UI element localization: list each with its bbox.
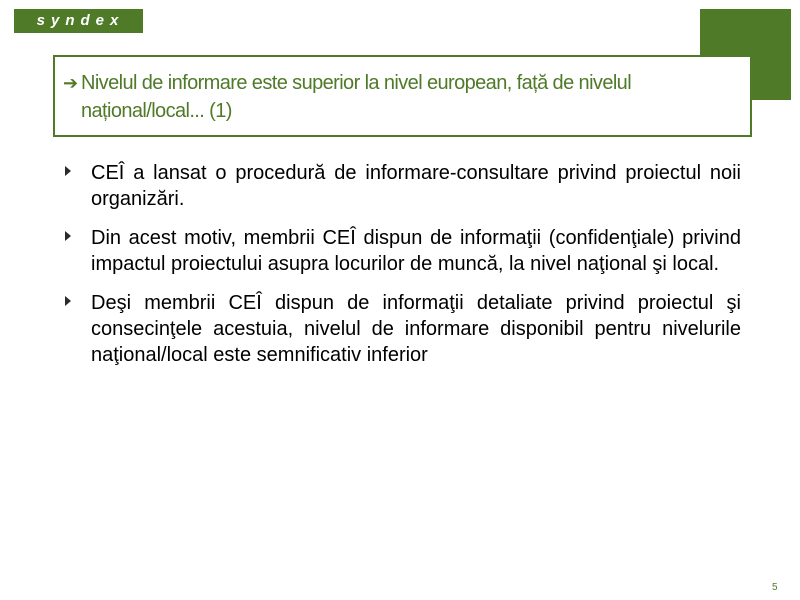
bullet-text: CEÎ a lansat o procedură de informare-consultare privind proiectul noii organizări. <box>91 162 741 210</box>
bullet-item <box>63 290 741 368</box>
right-arrow-icon: ➔ <box>63 73 79 93</box>
bullet-item <box>63 160 741 212</box>
bullet-text: Din acest motiv, membrii CEÎ dispun de informaţii (confidenţiale) privind impactul proiectului asupra locurilor de muncă, la nivel naţional şi local. <box>91 227 741 275</box>
bullet-text: Deşi membrii CEÎ dispun de informaţii detaliate privind proiectul şi consecinţele acestuia, nivelul de informare disponibil pentru nivelurile naţional/local este semnificativ inferior <box>91 292 741 366</box>
triangle-bullet-icon <box>63 290 91 316</box>
syndex-logo: syndex <box>14 9 143 33</box>
page-number: 5 <box>772 582 778 593</box>
bullet-item <box>63 225 741 277</box>
slide-title-box <box>53 55 752 137</box>
slide-title-text: Nivelul de informare este superior la nivel european, față de nivelul național/local... (1) <box>81 72 632 122</box>
triangle-bullet-icon <box>63 225 91 251</box>
triangle-bullet-icon <box>63 160 91 186</box>
bullet-list <box>63 160 741 381</box>
slide-title <box>63 69 734 125</box>
